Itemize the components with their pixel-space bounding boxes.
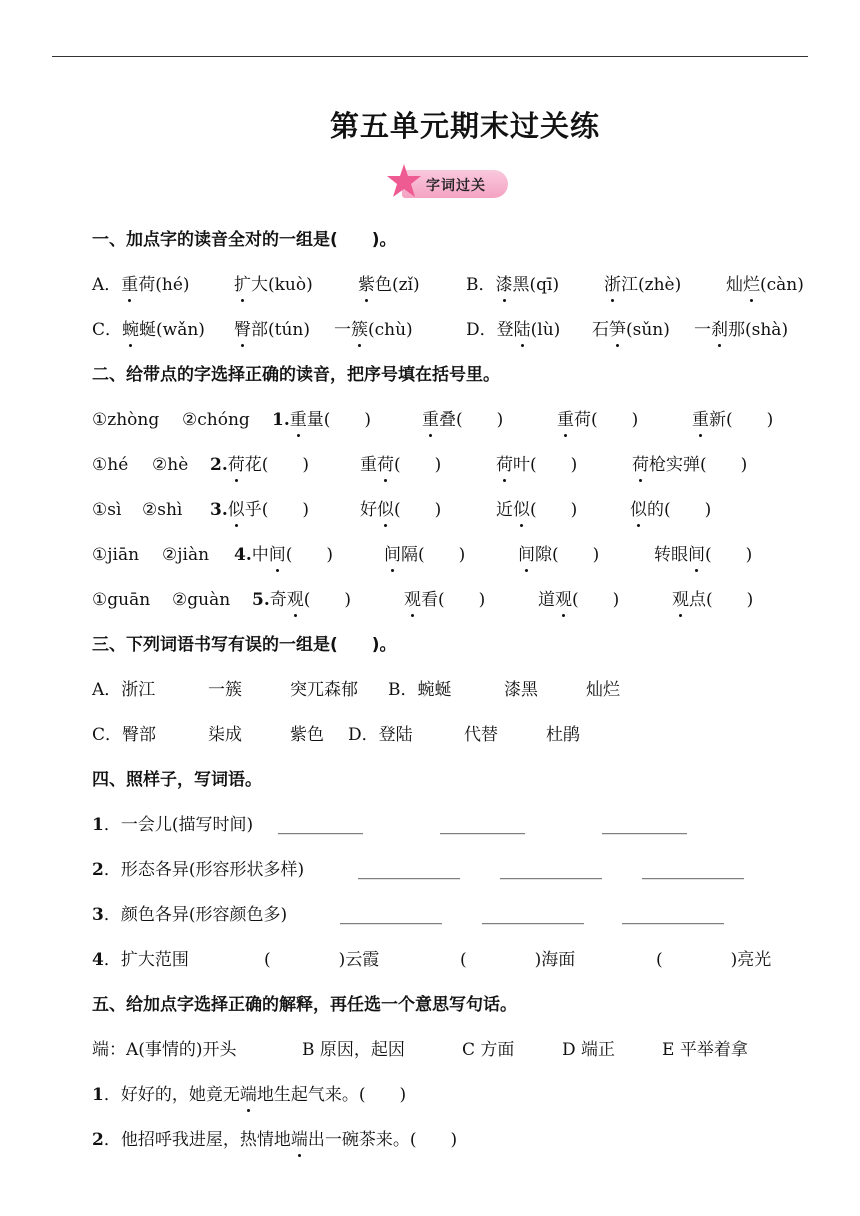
definition-option: E 平举着拿: [662, 1040, 748, 1060]
word-option: C．臀部: [92, 725, 157, 745]
word-option: 紫色: [290, 725, 324, 745]
reading-option: ①hé: [92, 455, 129, 475]
s1-r1-option: 紫色(zǐ): [358, 271, 420, 299]
word-option: 灿烂: [586, 680, 620, 700]
word-option: 杜鹃: [546, 725, 580, 745]
s2-word: 5.奇观( ): [252, 586, 351, 614]
s2-word: 3.似乎( ): [210, 496, 309, 524]
s2-word: 重荷( ): [557, 406, 638, 434]
s2-row: [92, 586, 832, 631]
s1-r2-option: 臀部(tún): [234, 316, 310, 344]
reading-option: ②chóng: [182, 410, 250, 430]
badge-label: 字词过关: [426, 178, 486, 194]
s5-question: [92, 1081, 832, 1126]
reading-option: ②jiàn: [162, 545, 210, 565]
s2-row: [92, 406, 832, 451]
word-option: A．浙江: [92, 680, 156, 700]
s1-r1-option: 扩大(kuò): [234, 271, 313, 299]
s2-word: 观点( ): [672, 586, 753, 614]
s2-word: 似的( ): [630, 496, 711, 524]
word-option: D．登陆: [348, 725, 413, 745]
s2-word: 好似( ): [360, 496, 441, 524]
s1-row2: [92, 316, 832, 361]
s1-r2-option: 一刹那(shà): [694, 316, 788, 344]
s4-item: [92, 856, 832, 901]
word-option: 突兀森郁: [290, 680, 358, 700]
answer-blank[interactable]: __________: [602, 815, 687, 835]
s1-row1: [92, 271, 832, 316]
s2-word: 间隔( ): [384, 541, 465, 569]
reading-option: ②hè: [152, 455, 189, 475]
s2-row: [92, 451, 832, 496]
s2-row: [92, 541, 832, 586]
answer-blank[interactable]: ( )云霞: [264, 950, 380, 970]
word-option: B．蜿蜒: [388, 680, 452, 700]
s5-q1: 1．好好的，她竟无端地生起气来。( ): [92, 1081, 406, 1109]
top-rule: [52, 56, 808, 57]
exercise-content: [92, 226, 832, 1171]
answer-blank[interactable]: ____________: [358, 860, 460, 880]
s2-word: 荷叶( ): [496, 451, 577, 479]
s4-item: [92, 811, 832, 856]
answer-blank[interactable]: ____________: [622, 905, 724, 925]
s3-row2: [92, 721, 832, 766]
s1-r2-option: 一簇(chù): [334, 316, 413, 344]
reading-option: ①jiān: [92, 545, 140, 565]
answer-blank[interactable]: ____________: [482, 905, 584, 925]
s4-item: [92, 946, 832, 991]
answer-blank[interactable]: ( )海面: [460, 950, 576, 970]
section-badge: [386, 162, 514, 202]
star-icon: [386, 162, 426, 202]
answer-blank[interactable]: __________: [440, 815, 525, 835]
s2-word: 观看( ): [404, 586, 485, 614]
s4-item-label: 4．扩大范围: [92, 950, 189, 970]
definition-option: D 端正: [562, 1040, 616, 1060]
s2-word: 荷枪实弹( ): [632, 451, 747, 479]
s1-heading: 一、加点字的读音全对的一组是( )。: [92, 230, 397, 250]
s1-r1-option: A．重荷(hé): [92, 271, 190, 299]
s4-item-label: 2．形态各异(形容形状多样): [92, 860, 305, 880]
s2-word: 间隙( ): [518, 541, 599, 569]
s1-r2-option: C．蜿蜒(wǎn): [92, 316, 205, 344]
s2-word: 重叠( ): [422, 406, 503, 434]
word-option: 代替: [464, 725, 498, 745]
s1-r2-option: D．登陆(lù): [466, 316, 560, 344]
s2-word: 近似( ): [496, 496, 577, 524]
answer-blank[interactable]: ____________: [642, 860, 744, 880]
s5-question: [92, 1126, 832, 1171]
s5-q2: 2．他招呼我进屋，热情地端出一碗茶来。( ): [92, 1126, 457, 1154]
word-option: 一簇: [208, 680, 242, 700]
s5-heading: 五、给加点字选择正确的解释，再任选一个意思写句话。: [92, 995, 517, 1015]
s2-word: 2.荷花( ): [210, 451, 309, 479]
s1-r2-option: 石笋(sǔn): [592, 316, 670, 344]
answer-blank[interactable]: ( )亮光: [656, 950, 772, 970]
word-option: 漆黑: [504, 680, 538, 700]
answer-blank[interactable]: __________: [278, 815, 363, 835]
definition-option: C 方面: [462, 1040, 515, 1060]
reading-option: ①zhòng: [92, 410, 160, 430]
answer-blank[interactable]: ____________: [500, 860, 602, 880]
s2-word: 道观( ): [538, 586, 619, 614]
s2-word: 重荷( ): [360, 451, 441, 479]
definition-option: B 原因，起因: [302, 1040, 405, 1060]
s2-heading: 二、给带点的字选择正确的读音，把序号填在括号里。: [92, 365, 500, 385]
s3-heading: 三、下列词语书写有误的一组是( )。: [92, 635, 397, 655]
s2-word: 转眼间( ): [654, 541, 752, 569]
s2-word: 4.中间( ): [234, 541, 333, 569]
answer-blank[interactable]: ____________: [340, 905, 442, 925]
s4-item: [92, 901, 832, 946]
s3-row1: [92, 676, 832, 721]
s4-heading: 四、照样子，写词语。: [92, 770, 262, 790]
s1-r1-option: B．漆黑(qī): [466, 271, 559, 299]
s2-word: 1.重量( ): [272, 406, 371, 434]
s4-item-label: 1．一会儿(描写时间): [92, 815, 254, 835]
reading-option: ①guān: [92, 590, 151, 610]
s5-definitions: [92, 1036, 832, 1081]
reading-option: ②guàn: [172, 590, 231, 610]
page-title: 第五单元期末过关练: [329, 109, 600, 143]
s2-row: [92, 496, 832, 541]
s2-word: 重新( ): [692, 406, 773, 434]
definition-option: 端：A(事情的)开头: [92, 1040, 237, 1060]
reading-option: ①sì: [92, 500, 122, 520]
s4-item-label: 3．颜色各异(形容颜色多): [92, 905, 288, 925]
s1-r1-option: 浙江(zhè): [604, 271, 681, 299]
s1-r1-option: 灿烂(càn): [726, 271, 804, 299]
reading-option: ②shì: [142, 500, 183, 520]
word-option: 柒成: [208, 725, 242, 745]
